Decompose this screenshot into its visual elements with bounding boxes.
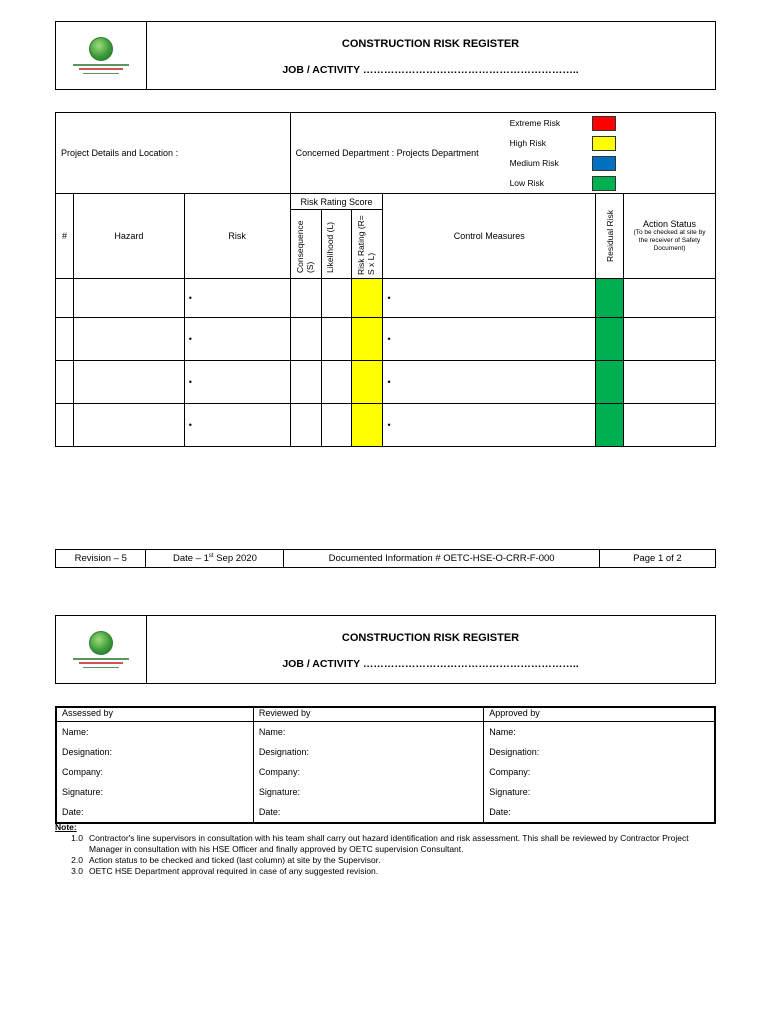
globe-logo-icon: [89, 631, 113, 655]
page-title: CONSTRUCTION RISK REGISTER: [341, 632, 520, 644]
date-field: Date:: [253, 802, 483, 823]
residual-risk-cell: [596, 404, 624, 447]
company-logo: [56, 22, 147, 89]
col-header-hazard: Hazard: [73, 194, 184, 279]
note-item: 3.0 OETC HSE Department approval required in case of any suggested revision.: [71, 866, 379, 876]
name-field: Name:: [484, 722, 715, 743]
low-risk-swatch: [592, 176, 616, 191]
signoff-table: [55, 706, 716, 824]
col-header-action-status: Action Status (To be checked at site by the receiver of Safety Document): [624, 194, 716, 279]
col-header-rating-score: Risk Rating Score: [290, 194, 383, 210]
legend-medium: Medium Risk: [506, 153, 715, 173]
note-item: 1.0 Contractor's line supervisors in consultation with his team shall carry out hazard identification and risk assessment. This shall be reviewed by Contractor Project Manager in consultation with his HSE Officer and finally approved by OETC supervision Consultant.: [71, 833, 689, 854]
document-info-label: Documented Information # OETC-HSE-O-CRR-F-000: [284, 550, 600, 568]
risk-register-table: [55, 112, 716, 447]
residual-risk-cell: [596, 361, 624, 404]
designation-field: Designation:: [253, 742, 483, 762]
signature-field: Signature:: [484, 782, 715, 802]
col-header-likelihood: Likelihood (L): [321, 210, 351, 279]
risk-rating-cell: [351, 318, 383, 361]
date-field: Date:: [56, 802, 253, 823]
medium-risk-swatch: [592, 156, 616, 171]
signature-field: Signature:: [253, 782, 483, 802]
table-row: • •: [56, 279, 716, 318]
col-header-residual: Residual Risk: [596, 194, 624, 279]
col-header-num: #: [56, 194, 74, 279]
project-details-label: Project Details and Location :: [61, 148, 179, 158]
page1-footer: [55, 549, 716, 568]
date-label: Date – 1st Sep 2020: [146, 550, 284, 568]
col-header-risk: Risk: [184, 194, 290, 279]
approved-by-header: Approved by: [484, 707, 715, 722]
company-field: Company:: [484, 762, 715, 782]
signature-field: Signature:: [56, 782, 253, 802]
name-field: Name:: [56, 722, 253, 743]
notes-heading: Note:: [55, 822, 77, 832]
col-header-control: Control Measures: [383, 194, 596, 279]
legend-high: High Risk: [506, 133, 715, 153]
assessed-by-header: Assessed by: [56, 707, 253, 722]
high-risk-swatch: [592, 136, 616, 151]
page1-header: [55, 21, 716, 90]
notes-section: [55, 822, 717, 877]
legend-low: Low Risk: [506, 173, 715, 193]
name-field: Name:: [253, 722, 483, 743]
note-item: 2.0 Action status to be checked and ticked (last column) at site by the Supervisor.: [71, 855, 381, 865]
residual-risk-cell: [596, 279, 624, 318]
col-header-consequence: Consequence (S): [290, 210, 321, 279]
residual-risk-cell: [596, 318, 624, 361]
globe-logo-icon: [89, 37, 113, 61]
company-field: Company:: [253, 762, 483, 782]
designation-field: Designation:: [56, 742, 253, 762]
page-number-label: Page 1 of 2: [599, 550, 715, 568]
action-status-note: (To be checked at site by the receiver of Safety Document): [633, 229, 706, 252]
company-logo: [56, 616, 147, 683]
risk-rating-cell: [351, 361, 383, 404]
legend-extreme: Extreme Risk: [506, 113, 715, 133]
risk-legend: [509, 113, 716, 194]
company-field: Company:: [56, 762, 253, 782]
project-details-cell: [56, 113, 291, 194]
extreme-risk-swatch: [592, 116, 616, 131]
department-label: Concerned Department : Projects Department: [295, 148, 479, 158]
reviewed-by-header: Reviewed by: [253, 707, 483, 722]
revision-label: Revision – 5: [56, 550, 146, 568]
col-header-risk-rating: Risk Rating (R= S x L): [351, 210, 383, 279]
table-row: • •: [56, 318, 716, 361]
table-row: • •: [56, 361, 716, 404]
page2-header: [55, 615, 716, 684]
risk-rating-cell: [351, 279, 383, 318]
job-activity-line: JOB / ACTIVITY ……………………………………………………..: [282, 64, 579, 76]
page-title: CONSTRUCTION RISK REGISTER: [341, 38, 520, 50]
date-field: Date:: [484, 802, 715, 823]
risk-rating-cell: [351, 404, 383, 447]
job-activity-line: JOB / ACTIVITY ……………………………………………………..: [282, 658, 579, 670]
table-row: • •: [56, 404, 716, 447]
designation-field: Designation:: [484, 742, 715, 762]
